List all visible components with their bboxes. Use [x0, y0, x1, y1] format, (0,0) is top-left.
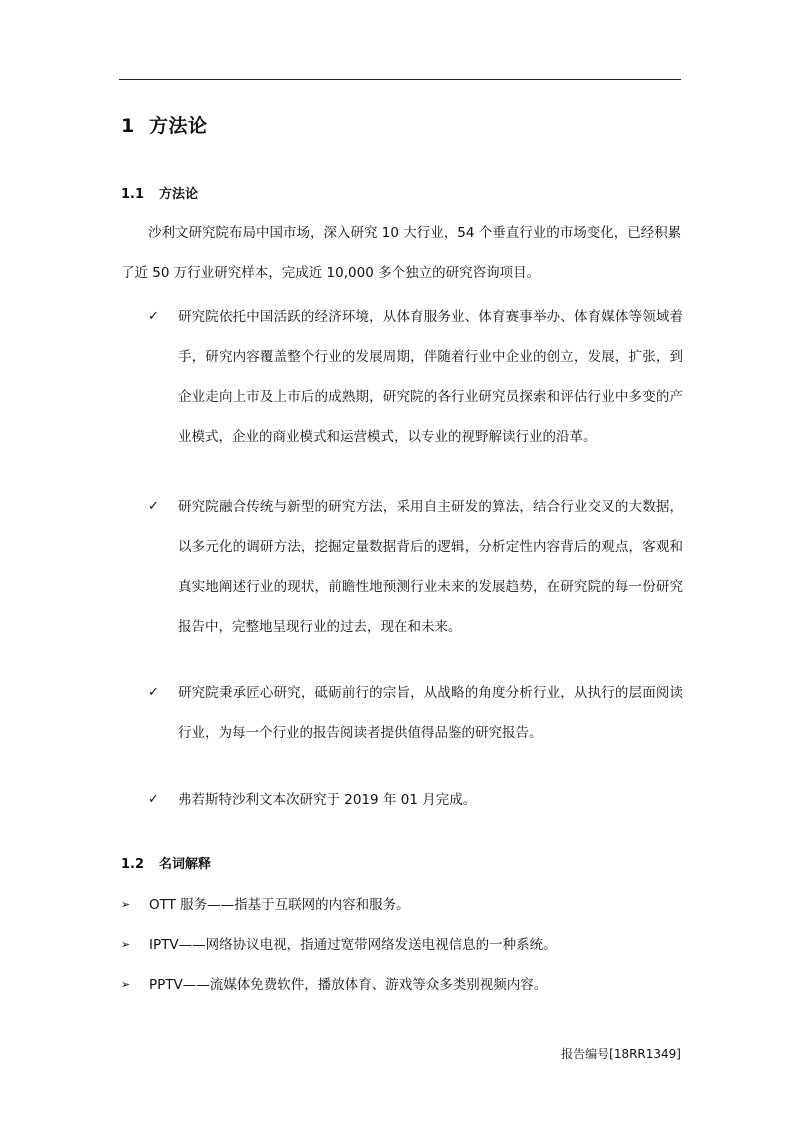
term-definition: PPTV——流媒体免费软件，播放体育、游戏等众多类别视频内容。: [149, 977, 548, 993]
section-1-2-number: 1.2: [121, 857, 145, 872]
section-1-1-title: 方法论: [159, 187, 199, 202]
section-1-1-number: 1.1: [121, 187, 145, 202]
check-icon: ✓: [148, 792, 159, 807]
section-1-1-heading: [121, 183, 198, 202]
check-icon: ✓: [148, 309, 159, 324]
check-list-item: [148, 297, 683, 457]
term-list-item: [121, 965, 683, 1005]
report-number: 报告编号[18RR1349]: [561, 1047, 681, 1061]
section-1-heading: [121, 111, 208, 138]
check-list-item: [148, 487, 683, 647]
section-1-number: 1: [121, 115, 135, 137]
section-1-2-heading: [121, 853, 211, 872]
arrow-bullet-icon: ➢: [121, 978, 131, 991]
term-list-item: [121, 925, 683, 965]
check-list-item: [148, 673, 683, 753]
check-icon: ✓: [148, 499, 159, 514]
arrow-bullet-icon: ➢: [121, 898, 131, 911]
check-item-text: 研究院融合传统与新型的研究方法，采用自主研发的算法，结合行业交叉的大数据，以多元化的调研方法，挖掘定量数据背后的逻辑，分析定性内容背后的观点，客观和真实地阐述行业的现状，前瞻性地预测行业未来的发展趋势，在研究院的每一份研究报告中，完整地呈现行业的过去，现在和未来。: [178, 499, 683, 635]
term-definition: IPTV——网络协议电视，指通过宽带网络发送电视信息的一种系统。: [149, 937, 557, 953]
check-item-text: 研究院秉承匠心研究，砥砺前行的宗旨，从战略的角度分析行业，从执行的层面阅读行业，为每一个行业的报告阅读者提供值得品鉴的研究报告。: [178, 685, 683, 741]
check-item-text: 研究院依托中国活跃的经济环境，从体育服务业、体育赛事举办、体育媒体等领域着手，研究内容覆盖整个行业的发展周期，伴随着行业中企业的创立，发展，扩张，到企业走向上市及上市后的成熟期，研究院的各行业研究员探索和评估行业中多变的产业模式，企业的商业模式和运营模式，以专业的视野解读行业的沿革。: [178, 309, 683, 445]
section-1-title: 方法论: [149, 115, 208, 137]
term-list-item: [121, 885, 683, 925]
arrow-bullet-icon: ➢: [121, 938, 131, 951]
header-rule: [119, 79, 681, 80]
term-definition: OTT 服务——指基于互联网的内容和服务。: [149, 897, 410, 913]
section-1-2-title: 名词解释: [159, 857, 212, 872]
check-icon: ✓: [148, 685, 159, 700]
check-item-text: 弗若斯特沙利文本次研究于 2019 年 01 月完成。: [178, 792, 477, 808]
intro-paragraph: 沙利文研究院布局中国市场，深入研究 10 大行业，54 个垂直行业的市场变化，已经积累了近 50 万行业研究样本，完成近 10,000 多个独立的研究咨询项目。: [121, 225, 682, 281]
check-list-item: [148, 780, 683, 820]
